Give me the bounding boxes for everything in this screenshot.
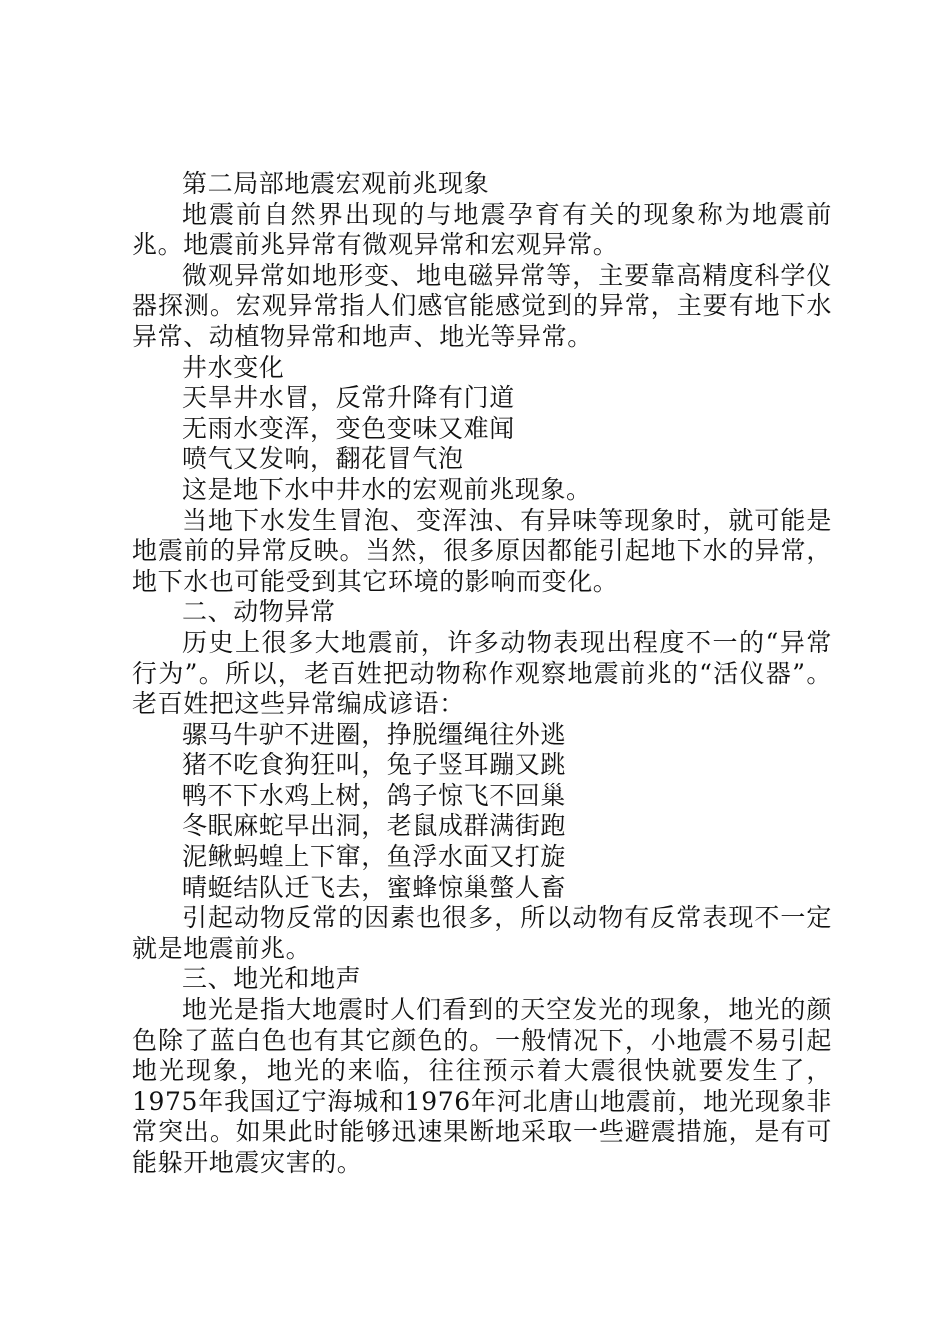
proverb-line: 鸭不下水鸡上树，鸽子惊飞不回巢 bbox=[182, 780, 567, 810]
proverb-line: 无雨水变浑，变色变味又难闻 bbox=[182, 413, 515, 443]
paragraph: 地震前自然界出现的与地震孕育有关的现象称为地震前兆。地震前兆异常有微观异常和宏观异常。 bbox=[132, 199, 832, 260]
paragraph: 这是地下水中井水的宏观前兆现象。 bbox=[182, 474, 592, 504]
proverb-line: 冬眠麻蛇早出洞，老鼠成群满街跑 bbox=[182, 811, 567, 841]
proverb-line: 骡马牛驴不进圈，挣脱缰绳往外逃 bbox=[182, 719, 567, 749]
paragraph: 微观异常如地形变、地电磁异常等，主要靠高精度科学仪器探测。宏观异常指人们感官能感觉到的异常，主要有地下水异常、动植物异常和地声、地光等异常。 bbox=[132, 260, 832, 351]
document-body bbox=[132, 169, 832, 1179]
subheading: 二、动物异常 bbox=[182, 597, 336, 627]
proverb-line: 泥鳅蚂蝗上下窜，鱼浮水面又打旋 bbox=[182, 842, 567, 872]
proverb-line: 猪不吃食狗狂叫，兔子竖耳蹦又跳 bbox=[182, 750, 567, 780]
proverb-line: 喷气又发响，翻花冒气泡 bbox=[182, 444, 464, 474]
subheading: 三、地光和地声 bbox=[182, 964, 362, 994]
section-heading: 第二局部地震宏观前兆现象 bbox=[182, 169, 490, 198]
proverb-line: 晴蜓结队迁飞去，蜜蜂惊巢螫人畜 bbox=[182, 872, 567, 902]
proverb-line: 天旱井水冒，反常升降有门道 bbox=[182, 383, 515, 413]
paragraph: 当地下水发生冒泡、变浑浊、有异味等现象时，就可能是地震前的异常反映。当然，很多原因都能引起地下水的异常，地下水也可能受到其它环境的影响而变化。 bbox=[132, 505, 832, 596]
paragraph: 地光是指大地震时人们看到的天空发光的现象，地光的颜色除了蓝白色也有其它颜色的。一般情况下，小地震不易引起地光现象，地光的来临，往往预示着大震很快就要发生了，1975年我国辽宁海城和1976年河北唐山地震前，地光现象非常突出。如果此时能够迅速果断地采取一些避震措施，是有可能躲开地震灾害的。 bbox=[132, 995, 832, 1177]
paragraph: 历史上很多大地震前，许多动物表现出程度不一的“异常行为”。所以，老百姓把动物称作观察地震前兆的“活仪器”。老百姓把这些异常编成谚语： bbox=[132, 627, 832, 719]
subheading: 井水变化 bbox=[182, 352, 285, 382]
paragraph: 引起动物反常的因素也很多，所以动物有反常表现不一定就是地震前兆。 bbox=[132, 903, 832, 963]
